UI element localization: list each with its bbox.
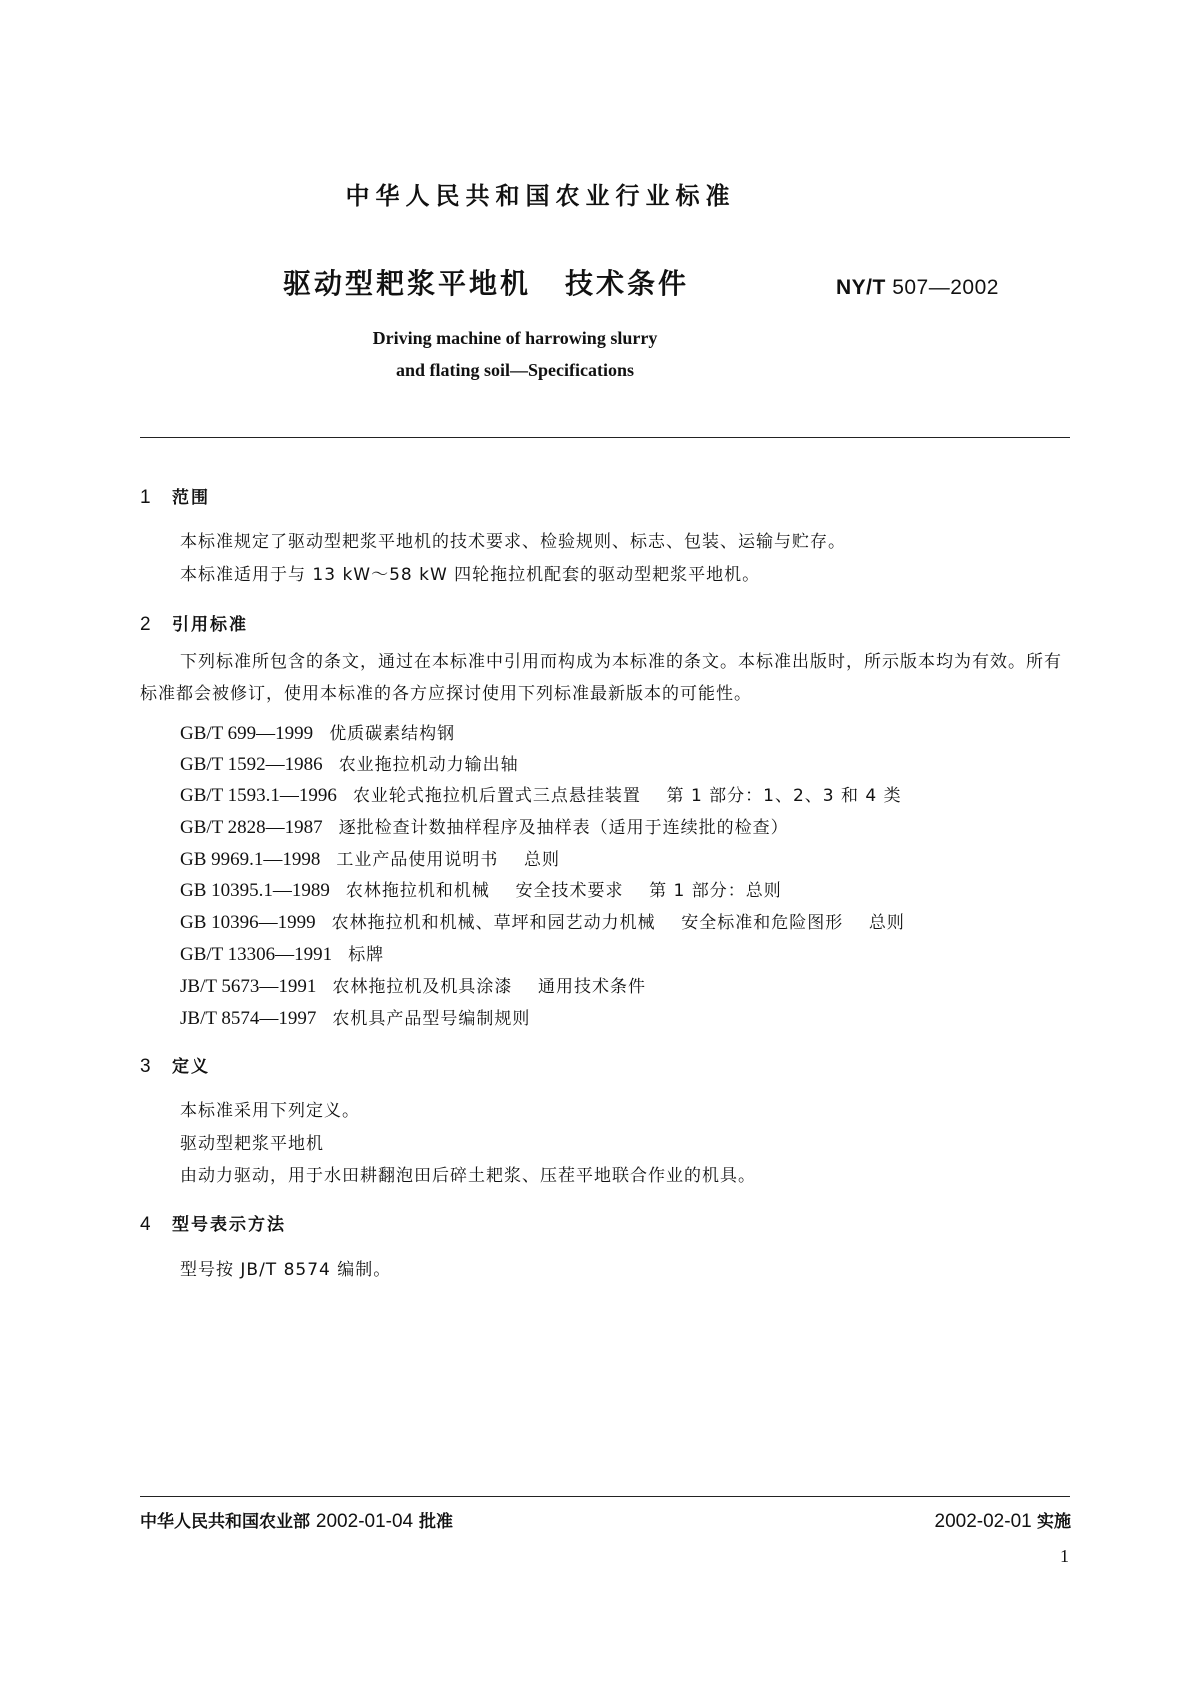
implementation-line [935, 1507, 1071, 1533]
section-2-number: 2 [140, 614, 151, 635]
reference-item [180, 972, 646, 998]
section-1-paragraph-2: 本标准适用于与 13 kW～58 kW 四轮拖拉机配套的驱动型耙浆平地机。 [180, 565, 761, 585]
footer-divider [140, 1496, 1070, 1497]
reference-code: JB/T 8574—1997 [180, 1008, 317, 1029]
document-title-en-line2: and flating soil—Specifications [395, 360, 635, 380]
reference-item [180, 908, 905, 934]
section-3-title: 定义 [172, 1057, 210, 1077]
implement-date: 2002-02-01 [934, 1511, 1032, 1532]
section-1-number: 1 [140, 487, 151, 508]
reference-title: 工业产品使用说明书 总则 [336, 850, 561, 870]
section-4-heading [140, 1210, 286, 1236]
definition-term: 驱动型耙浆平地机 [180, 1134, 324, 1154]
implement-label: 实施 [1037, 1512, 1071, 1532]
approval-line [140, 1507, 453, 1533]
section-2-heading [140, 610, 248, 636]
reference-item [180, 781, 902, 807]
header-divider [140, 437, 1070, 438]
standard-prefix: NY/T [836, 276, 886, 299]
reference-title: 农业轮式拖拉机后置式三点悬挂装置 第 1 部分：1、2、3 和 4 类 [352, 786, 902, 806]
page-number: 1 [1060, 1546, 1069, 1566]
document-title-en-line1: Driving machine of harrowing slurry [372, 328, 658, 348]
approver: 中华人民共和国农业部 [140, 1512, 310, 1532]
reference-code: GB 9969.1—1998 [180, 849, 321, 870]
reference-item [180, 845, 560, 871]
reference-code: GB/T 2828—1987 [180, 817, 323, 838]
reference-code: GB/T 699—1999 [180, 723, 314, 744]
standard-number [836, 276, 999, 300]
section-3-number: 3 [140, 1056, 151, 1077]
reference-title: 标牌 [348, 945, 385, 965]
reference-title: 农林拖拉机和机械、草坪和园艺动力机械 安全标准和危险图形 总则 [331, 913, 905, 933]
title-cn-part1: 驱动型耙浆平地机 [283, 267, 532, 300]
reference-code: GB 10396—1999 [180, 912, 316, 933]
reference-item [180, 719, 455, 745]
document-title-cn [283, 262, 689, 302]
reference-item [180, 1004, 530, 1030]
reference-code: GB/T 13306—1991 [180, 944, 333, 965]
reference-item [180, 750, 519, 776]
section-1-title: 范围 [172, 488, 210, 508]
reference-title: 逐批检查计数抽样程序及抽样表（适用于连续批的检查） [338, 818, 789, 838]
section-2-title: 引用标准 [172, 615, 248, 635]
standard-code: 507—2002 [892, 276, 999, 299]
section-1-heading [140, 483, 210, 509]
reference-title: 农林拖拉机及机具涂漆 通用技术条件 [332, 977, 646, 997]
section-1-paragraph-1: 本标准规定了驱动型耙浆平地机的技术要求、检验规则、标志、包装、运输与贮存。 [180, 532, 846, 552]
reference-title: 农机具产品型号编制规则 [332, 1009, 531, 1029]
section-4-title: 型号表示方法 [172, 1215, 286, 1235]
reference-code: JB/T 5673—1991 [180, 976, 317, 997]
section-3-heading [140, 1052, 210, 1078]
reference-code: GB/T 1592—1986 [180, 754, 323, 775]
reference-item [180, 940, 384, 966]
reference-title: 优质碳素结构钢 [329, 724, 456, 744]
approve-date: 2002-01-04 [315, 1511, 414, 1532]
title-cn-part2: 技术条件 [565, 267, 690, 300]
reference-title: 农林拖拉机和机械 安全技术要求 第 1 部分：总则 [345, 881, 782, 901]
approve-label: 批准 [419, 1512, 454, 1532]
issuer-heading: 中华人民共和国农业行业标准 [345, 182, 736, 210]
reference-code: GB/T 1593.1—1996 [180, 785, 337, 806]
reference-item [180, 813, 789, 839]
reference-title: 农业拖拉机动力输出轴 [338, 755, 519, 775]
section-2-intro: 下列标准所包含的条文，通过在本标准中引用而构成为本标准的条文。本标准出版时，所示版本均为有效。所有标准都会被修订，使用本标准的各方应探讨使用下列标准最新版本的可能性。 [140, 652, 1062, 704]
section-3-paragraph: 本标准采用下列定义。 [180, 1101, 360, 1121]
definition-text: 由动力驱动，用于水田耕翻泡田后碎土耙浆、压茬平地联合作业的机具。 [180, 1166, 756, 1186]
reference-item [180, 876, 782, 902]
reference-code: GB 10395.1—1989 [180, 880, 330, 901]
section-4-paragraph: 型号按 JB/T 8574 编制。 [180, 1260, 392, 1280]
section-4-number: 4 [140, 1214, 151, 1235]
